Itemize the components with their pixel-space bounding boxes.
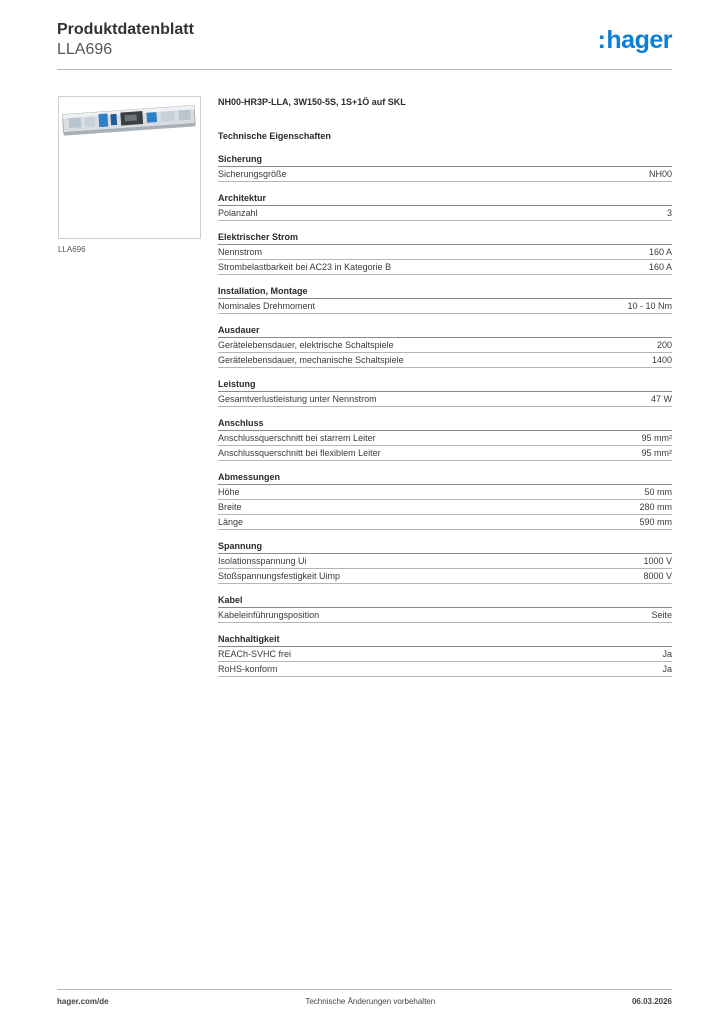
section-title: Kabel — [218, 594, 672, 608]
spec-row — [218, 206, 672, 221]
product-name: NH00-HR3P-LLA, 3W150-5S, 1S+1Ö auf SKL — [218, 97, 406, 107]
document-title: Produktdatenblatt — [57, 21, 194, 38]
spec-section — [218, 594, 672, 623]
section-title: Architektur — [218, 192, 672, 206]
section-title: Nachhaltigkeit — [218, 633, 672, 647]
spec-section — [218, 540, 672, 584]
spec-label: Isolationsspannung Ui — [218, 556, 307, 566]
spec-sections — [218, 153, 672, 677]
spec-label: REACh-SVHC frei — [218, 649, 292, 659]
spec-row — [218, 260, 672, 275]
spec-section — [218, 153, 672, 182]
section-title: Ausdauer — [218, 324, 672, 338]
spec-row — [218, 569, 672, 584]
spec-value: 3 — [666, 208, 672, 218]
spec-label: Höhe — [218, 487, 240, 497]
hager-logo: :hager — [597, 26, 672, 54]
product-image — [58, 96, 201, 239]
spec-row — [218, 392, 672, 407]
spec-label: Gerätelebensdauer, mechanische Schaltspiele — [218, 355, 404, 365]
spec-section — [218, 471, 672, 530]
spec-value: Ja — [662, 664, 672, 674]
footer-divider — [57, 989, 672, 990]
spec-label: Anschlussquerschnitt bei flexiblem Leiter — [218, 448, 381, 458]
switch-disconnector-image — [59, 97, 200, 238]
spec-section — [218, 324, 672, 368]
section-title: Anschluss — [218, 417, 672, 431]
spec-value: 10 - 10 Nm — [627, 301, 672, 311]
spec-label: Polanzahl — [218, 208, 258, 218]
spec-row — [218, 554, 672, 569]
spec-value: 47 W — [650, 394, 672, 404]
spec-section — [218, 231, 672, 275]
spec-label: Gesamtverlustleistung unter Nennstrom — [218, 394, 377, 404]
spec-value: 8000 V — [643, 571, 672, 581]
spec-row — [218, 647, 672, 662]
spec-section — [218, 285, 672, 314]
footer-date: 06.03.2026 — [631, 997, 672, 1006]
footer-disclaimer: Technische Änderungen vorbehalten — [305, 997, 436, 1006]
spec-value: 95 mm² — [641, 448, 672, 458]
spec-row — [218, 299, 672, 314]
spec-label: Sicherungsgröße — [218, 169, 287, 179]
section-title: Spannung — [218, 540, 672, 554]
spec-section — [218, 633, 672, 677]
spec-value: 200 — [656, 340, 672, 350]
footer-website: hager.com/de — [57, 997, 109, 1006]
spec-row — [218, 167, 672, 182]
spec-row — [218, 245, 672, 260]
spec-label: Anschlussquerschnitt bei starrem Leiter — [218, 433, 376, 443]
spec-row — [218, 338, 672, 353]
spec-value: Seite — [651, 610, 672, 620]
spec-row — [218, 662, 672, 677]
spec-row — [218, 515, 672, 530]
spec-label: Strombelastbarkeit bei AC23 in Kategorie B — [218, 262, 392, 272]
spec-value: 160 A — [648, 262, 672, 272]
spec-row — [218, 353, 672, 368]
spec-label: Länge — [218, 517, 244, 527]
spec-section — [218, 417, 672, 461]
section-title: Leistung — [218, 378, 672, 392]
spec-label: Breite — [218, 502, 242, 512]
spec-row — [218, 500, 672, 515]
header-divider — [57, 69, 672, 70]
spec-row — [218, 608, 672, 623]
section-title: Abmessungen — [218, 471, 672, 485]
section-title: Installation, Montage — [218, 285, 672, 299]
spec-value: 1000 V — [643, 556, 672, 566]
spec-label: Kabeleinführungsposition — [218, 610, 320, 620]
spec-label: Gerätelebensdauer, elektrische Schaltspiele — [218, 340, 394, 350]
page-footer — [57, 997, 672, 1006]
spec-value: 280 mm — [639, 502, 672, 512]
spec-label: Nominales Drehmoment — [218, 301, 316, 311]
spec-row — [218, 431, 672, 446]
spec-value: 1400 — [651, 355, 672, 365]
image-caption: LLA696 — [58, 245, 86, 254]
spec-row — [218, 446, 672, 461]
spec-label: Stoßspannungsfestigkeit Uimp — [218, 571, 341, 581]
spec-value: Ja — [662, 649, 672, 659]
spec-section — [218, 378, 672, 407]
spec-row — [218, 485, 672, 500]
spec-value: 50 mm — [644, 487, 672, 497]
page-header — [57, 20, 194, 60]
spec-value: 590 mm — [639, 517, 672, 527]
section-title: Elektrischer Strom — [218, 231, 672, 245]
product-code: LLA696 — [57, 41, 113, 58]
spec-section — [218, 192, 672, 221]
section-title: Sicherung — [218, 153, 672, 167]
spec-value: 160 A — [648, 247, 672, 257]
logo-text: hager — [606, 26, 672, 54]
spec-label: Nennstrom — [218, 247, 263, 257]
spec-label: RoHS-konform — [218, 664, 278, 674]
specification-content — [218, 96, 672, 677]
spec-value: 95 mm² — [641, 433, 672, 443]
technical-properties-heading: Technische Eigenschaften — [218, 131, 331, 141]
spec-value: NH00 — [648, 169, 672, 179]
